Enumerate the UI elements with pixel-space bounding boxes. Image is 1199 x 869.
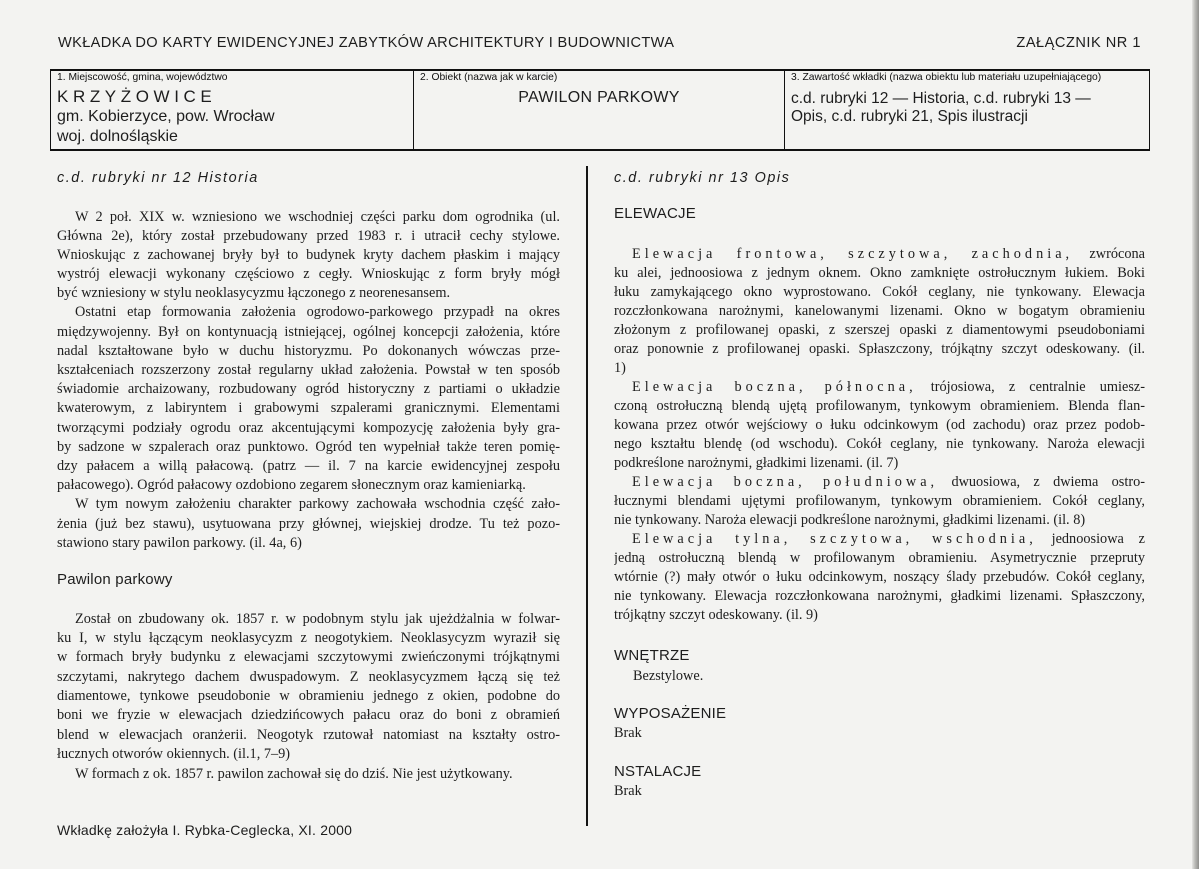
pavilion-heading: Pawilon parkowy <box>57 571 173 588</box>
history-text <box>57 208 560 553</box>
field-location <box>51 71 413 149</box>
line-text: jednoosiowa z <box>1051 530 1145 547</box>
line-text: dwuosiowa, z dwiema ostro- <box>951 473 1145 490</box>
history-heading: c.d. rubryki nr 12 Historia <box>57 170 259 186</box>
installations-value: Brak <box>614 783 642 799</box>
contents-line: Opis, c.d. rubryki 21, Spis ilustracji <box>791 108 1028 125</box>
text-line: nadal kształtowane było w duchu historyzmu. Po dokonanych wówczas prze- <box>57 342 560 359</box>
text-line: podkreślone narożnymi, gładkimi lizenami. (il. 7) <box>614 454 899 471</box>
text-line: Został on zbudowany ok. 1857 r. w podobnym stylu jak ujeżdżalnia w folwar- <box>75 610 560 627</box>
history-paragraph <box>57 303 560 495</box>
text-line: diamentowe, tynkowe pseudobonie w obramieniu jednego z okien, podobne do <box>57 688 560 705</box>
pavilion-text <box>57 610 560 785</box>
pavilion-paragraph <box>57 765 560 784</box>
text-line: stawiono stary pawilon parkowy. (il. 4a, 6) <box>57 534 302 551</box>
elevation-paragraph <box>614 530 1145 625</box>
text-line: łucznych otworów okiennych. (il.1, 7–9) <box>57 746 291 763</box>
interior-heading: WNĘTRZE <box>614 647 690 664</box>
text-line: trójkątny szczyt odeskowany. (il. 9) <box>614 606 818 623</box>
spaced-lead-text: Elewacja tylna, szczytowa, wschodnia, <box>632 530 1037 547</box>
column-divider <box>586 166 588 826</box>
text-line: kowana przez otwór wejściowy o łuku odcinkowym (od zachodu) oraz przez podob- <box>614 416 1145 433</box>
text-line: ku I, w stylu łączącym neoklasycyzm z neogotykiem. Neoklasycyzm wyraził się <box>57 629 560 646</box>
spaced-lead-text: Elewacja frontowa, szczytowa, zachodnia, <box>632 245 1074 262</box>
line-text: trójosiowa, z centralnie umiesz- <box>930 378 1145 395</box>
text-line <box>614 530 1145 549</box>
history-paragraph <box>57 495 560 553</box>
text-line: jedną ostrołuczną blendą w profilowanym obramieniu. Asymetrycznie przepruty <box>614 549 1145 566</box>
text-line: ku alei, jednoosiowa z jednym oknem. Okno zamknięte ostrołucznym łukiem. Boki <box>614 264 1145 281</box>
text-line: nie tynkowany. Naroża elewacji podkreślone narożnymi, gładkimi lizenami. (il. 8) <box>614 511 1086 528</box>
annex-number: ZAŁĄCZNIK NR 1 <box>1016 35 1141 51</box>
text-line: boni we fryzie w elewacjach dziedzińcowych pałacu oraz do boni z obramień <box>57 707 560 724</box>
text-line <box>614 378 1145 397</box>
header-fields-table <box>50 69 1150 151</box>
installations-heading: NSTALACJE <box>614 763 702 780</box>
text-line: Główna 2e), który został przebudowany przed 1983 r. i utracił cechy stylowe. <box>57 227 560 244</box>
elevation-paragraph <box>614 378 1145 473</box>
author-note: Wkładkę założyła I. Rybka-Ceglecka, XI. 2000 <box>57 822 353 838</box>
field-label: 2. Obiekt (nazwa jak w karcie) <box>420 72 558 83</box>
text-line: W tym nowym założeniu charakter parkowy zachowała wschodnia część zało- <box>75 496 560 513</box>
elevations-text <box>614 245 1145 625</box>
history-paragraph <box>57 208 560 304</box>
contents-line: c.d. rubryki 12 — Historia, c.d. rubryki 13 — <box>791 90 1091 107</box>
text-line: wystrój elewacji wykonany częściowo z cegły. Wnioskując z form bryły mógł <box>57 266 560 283</box>
text-line: czoną ostrołuczną blendą ujętą profilowanym, tynkowym obramieniem. Blenda flan- <box>614 397 1145 414</box>
commune-district: gm. Kobierzyce, pow. Wrocław <box>57 108 275 125</box>
furnishings-value: Brak <box>614 725 642 741</box>
field-label: 1. Miejscowość, gmina, województwo <box>57 72 228 83</box>
locality-name: KRZYŻOWICE <box>57 87 217 106</box>
text-line: blend w elewacjach oranżerii. Neogotyk rzutował natomiast na kształty ostro- <box>57 726 560 743</box>
text-line: świadomie archaizowany, rozbudowany ogród historyczny z partiami o układzie <box>57 381 560 398</box>
text-line: żenia (już bez stawu), usytuowana przy głównej, wiejskiej drodze. Tu też pozo- <box>57 515 560 532</box>
text-line: międzywojenny. Był on kontynuacją istniejącej, ogólnej koncepcji założenia, które <box>57 323 560 340</box>
text-line: szczytami, nakrytego dachem dwuspadowym. Z neoklasycyzmem łączą się też <box>57 668 560 685</box>
scan-edge <box>1192 0 1199 869</box>
interior-value: Bezstylowe. <box>633 668 704 684</box>
text-line: rozczłonkowana narożnymi, kanelowanymi lizenami. Okno w bogatym obramieniu <box>614 302 1145 319</box>
text-line <box>614 245 1145 264</box>
text-line: nie tynkowany. Elewacja rozczłonkowana narożnymi, gładkimi lizenami. Spłaszczony, <box>614 587 1145 604</box>
spaced-lead-text: Elewacja boczna, południowa, <box>632 473 939 490</box>
line-text: zwrócona <box>1089 245 1145 262</box>
text-line: łuku zamykającego okno wyprostowano. Cokół ceglany, nie tynkowany. Elewacja <box>614 283 1145 300</box>
elevation-paragraph <box>614 245 1145 378</box>
description-heading: c.d. rubryki nr 13 Opis <box>614 170 791 186</box>
elevations-heading: ELEWACJE <box>614 205 696 222</box>
text-line: być wzniesiony w stylu neoklasycyzmu łączonego z neorenesansem. <box>57 285 451 302</box>
text-line: oraz ponownie z profilowanej opaski. Spłaszczony, trójkątny szczyt odeskowany. (il. <box>614 340 1145 357</box>
form-title: WKŁADKA DO KARTY EWIDENCYJNEJ ZABYTKÓW ARCHITEKTURY I BUDOWNICTWA <box>58 35 675 51</box>
pavilion-paragraph <box>57 610 560 765</box>
object-name: PAWILON PARKOWY <box>518 89 680 106</box>
text-line <box>614 473 1145 492</box>
text-line: kwaterowym, z labiryntem i grabowymi szpalerami granicznymi. Elementami <box>57 400 560 417</box>
text-line: w formach bryły budynku z elewacjami szczytowymi zwieńczonymi trójkątnymi <box>57 649 560 666</box>
spaced-lead-text: Elewacja boczna, północna, <box>632 378 917 395</box>
text-line: 1) <box>614 359 626 376</box>
text-line: dzy pałacem a willą pałacową. (patrz — il. 7 na karcie ewidencyjnej zespołu <box>57 457 560 474</box>
text-line: złożonym z profilowanej opaski, z szerszej opaski z diamentowymi pseudoboniami <box>614 321 1145 338</box>
text-line: by sadzone w szpalerach oraz punktowo. Ogród ten wypełniał także teren pomię- <box>57 438 560 455</box>
text-line: Wnioskując z zachowanej bryły był to budynek kryty dachem płaskim i mający <box>57 246 560 263</box>
text-line: nego kształtu blendę (od wschodu). Cokół ceglany, nie tynkowany. Naroża elewacji <box>614 435 1145 452</box>
text-line: W 2 poł. XIX w. wzniesiono we wschodniej części parku dom ogrodnika (ul. <box>75 208 560 225</box>
field-contents <box>784 71 1149 149</box>
furnishings-heading: WYPOSAŻENIE <box>614 705 727 722</box>
text-line: W formach z ok. 1857 r. pawilon zachował się do dziś. Nie jest użytkowany. <box>75 765 513 782</box>
field-label: 3. Zawartość wkładki (nazwa obiektu lub materiału uzupełniającego) <box>791 72 1102 83</box>
voivodeship: woj. dolnośląskie <box>57 128 178 145</box>
text-line: tworzącymi podziały ogrodu oraz akcentującymi kompozycję założenia były gra- <box>57 419 560 436</box>
text-line: kształceniach rozszerzony został regularny układ założenia. Powstał w ten sposób <box>57 362 560 378</box>
text-line: Ostatni etap formowania założenia ogrodowo-parkowego przypadł na okres <box>75 304 560 321</box>
text-line: pałacowego). Ogród pałacowy ozdobiono zegarem słonecznym oraz kamieniarką. <box>57 477 526 494</box>
field-object <box>413 71 784 149</box>
elevation-paragraph <box>614 473 1145 530</box>
text-line: łucznymi blendami ujętymi profilowanym, tynkowym obramieniem. Cokół ceglany, <box>614 492 1145 509</box>
text-line: wtórnie (?) mały otwór o łuku odcinkowym, noszący ślady przebudów. Cokół ceglany, <box>614 568 1145 585</box>
